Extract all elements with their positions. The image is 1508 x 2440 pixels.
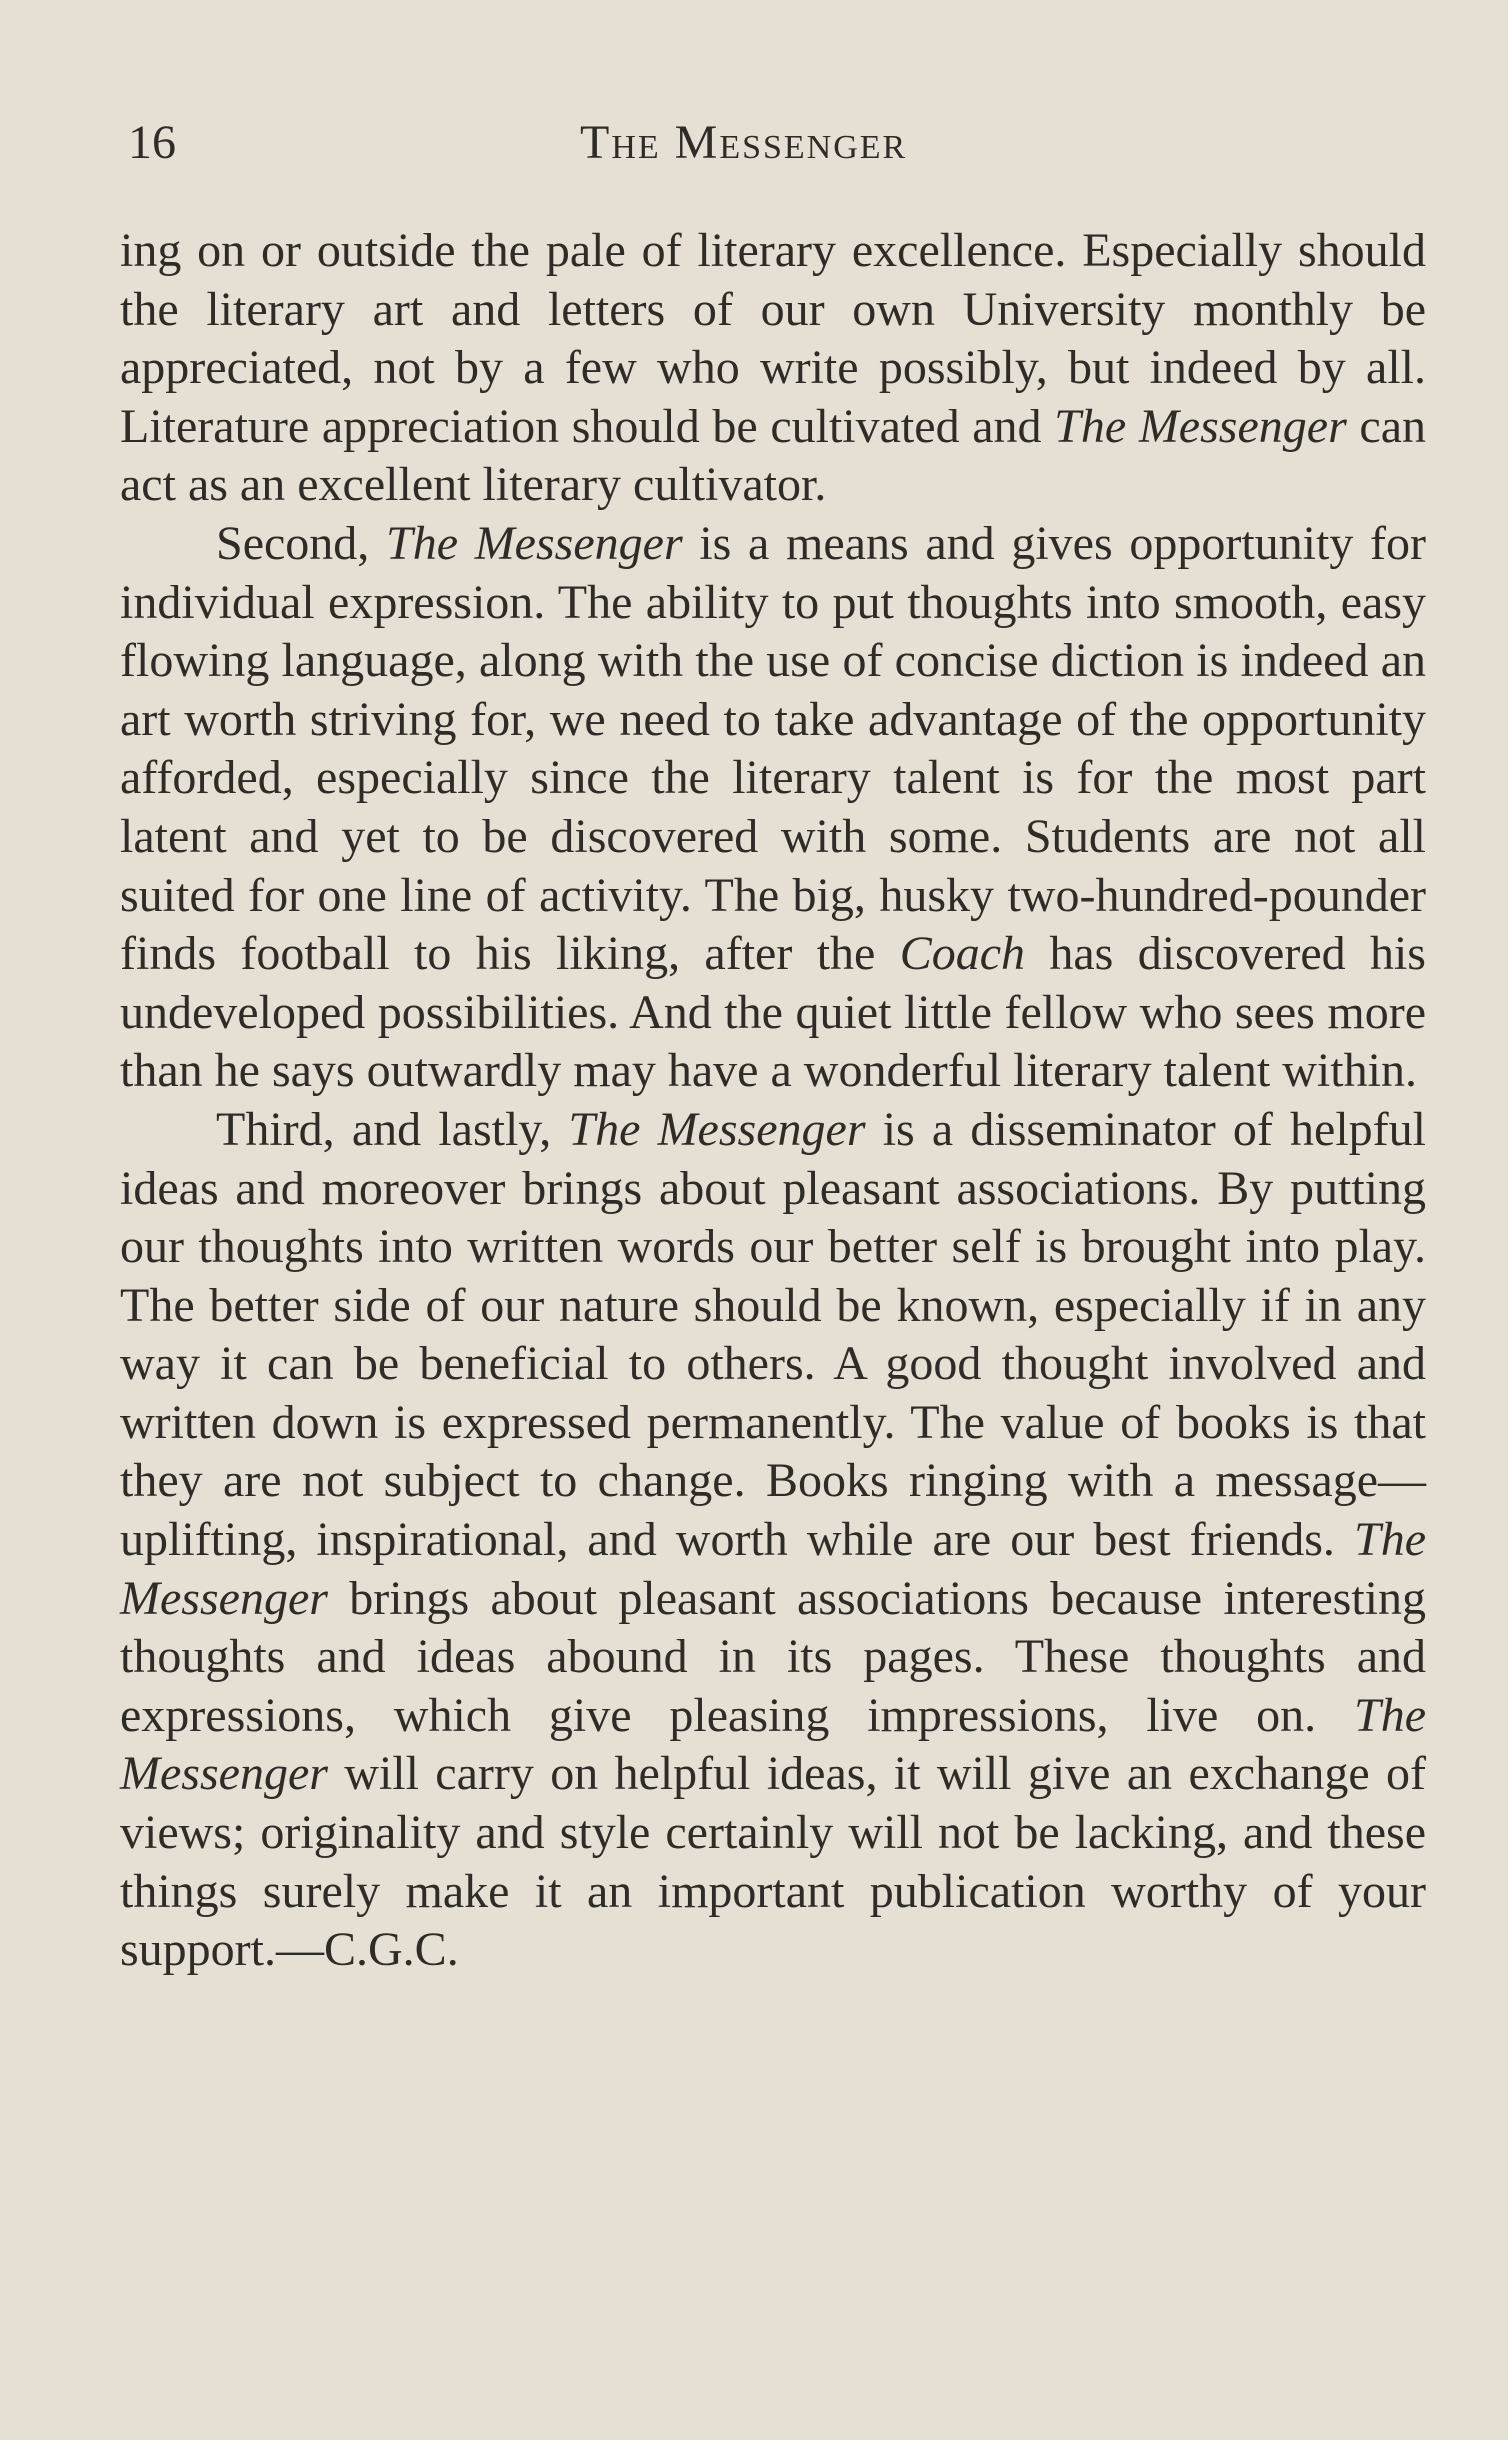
text-run: is a disseminator of helpful ideas and moreover brings about pleasant associations. By putting our thoughts into written words our better self is brought into play. The better side of our nature should be known, especially if in any way it can be beneficial to others. A good thought involved and written down is expressed permanently. The value of books is that they are not subject to change. Books ringing with a message—uplifting, inspirational, and worth while are our best friends. bbox=[120, 1102, 1427, 1567]
text-run: has discovered his undeveloped possibilities. And the quiet little fellow who sees more than he says outwardly may have a wonderful literary talent within. bbox=[120, 927, 1426, 1098]
italic-title: The Messenger bbox=[120, 1688, 1426, 1801]
text-run: Second, bbox=[216, 516, 386, 570]
paragraph-1 bbox=[120, 222, 1426, 515]
text-run: brings about pleasant associations because interesting thoughts and ideas abound in its pages. These thoughts and expressions, which give pleasing impressions, live on. bbox=[120, 1571, 1426, 1742]
italic-title: The Messenger bbox=[568, 1102, 866, 1156]
italic-title: The Messenger bbox=[1054, 399, 1347, 453]
text-run: is a means and gives opportunity for individual expression. The ability to put thoughts into smooth, easy flowing language, along with the use of concise diction is indeed an art worth striving for, we need to take advantage of the opportunity afforded, especially since the literary talent is for the most part latent and yet to be discovered with some. Students are not all suited for one line of activity. The big, husky two-hundred-pounder finds football to his liking, after the bbox=[120, 516, 1427, 981]
italic-title: The Messenger bbox=[120, 1513, 1426, 1625]
italic-title: The Messenger bbox=[386, 516, 683, 570]
text-run: can act as an excellent literary cultivator. bbox=[120, 399, 1427, 512]
author-signature: support.—C.G.C. bbox=[120, 1923, 459, 1977]
text-run: Third, and lastly, bbox=[216, 1102, 569, 1156]
running-title: The Messenger bbox=[580, 116, 908, 169]
text-run: will carry on helpful ideas, it will give an exchange of views; originality and style certainly will not be lacking, and these things surely make it an important publication worthy of your bbox=[120, 1747, 1426, 1918]
page-number: 16 bbox=[128, 116, 176, 169]
italic-title: Coach bbox=[899, 927, 1026, 981]
paragraph-2 bbox=[120, 515, 1426, 1101]
paragraph-3 bbox=[120, 1101, 1426, 1980]
article-body bbox=[120, 222, 1426, 1980]
text-run: ing on or outside the pale of literary excellence. Especially should the literary art and letters of our own University monthly be appreciated, not by a few who write possibly, but indeed by all. Literature appreciation should be cultivated and bbox=[120, 224, 1426, 453]
page-header bbox=[128, 108, 1428, 178]
